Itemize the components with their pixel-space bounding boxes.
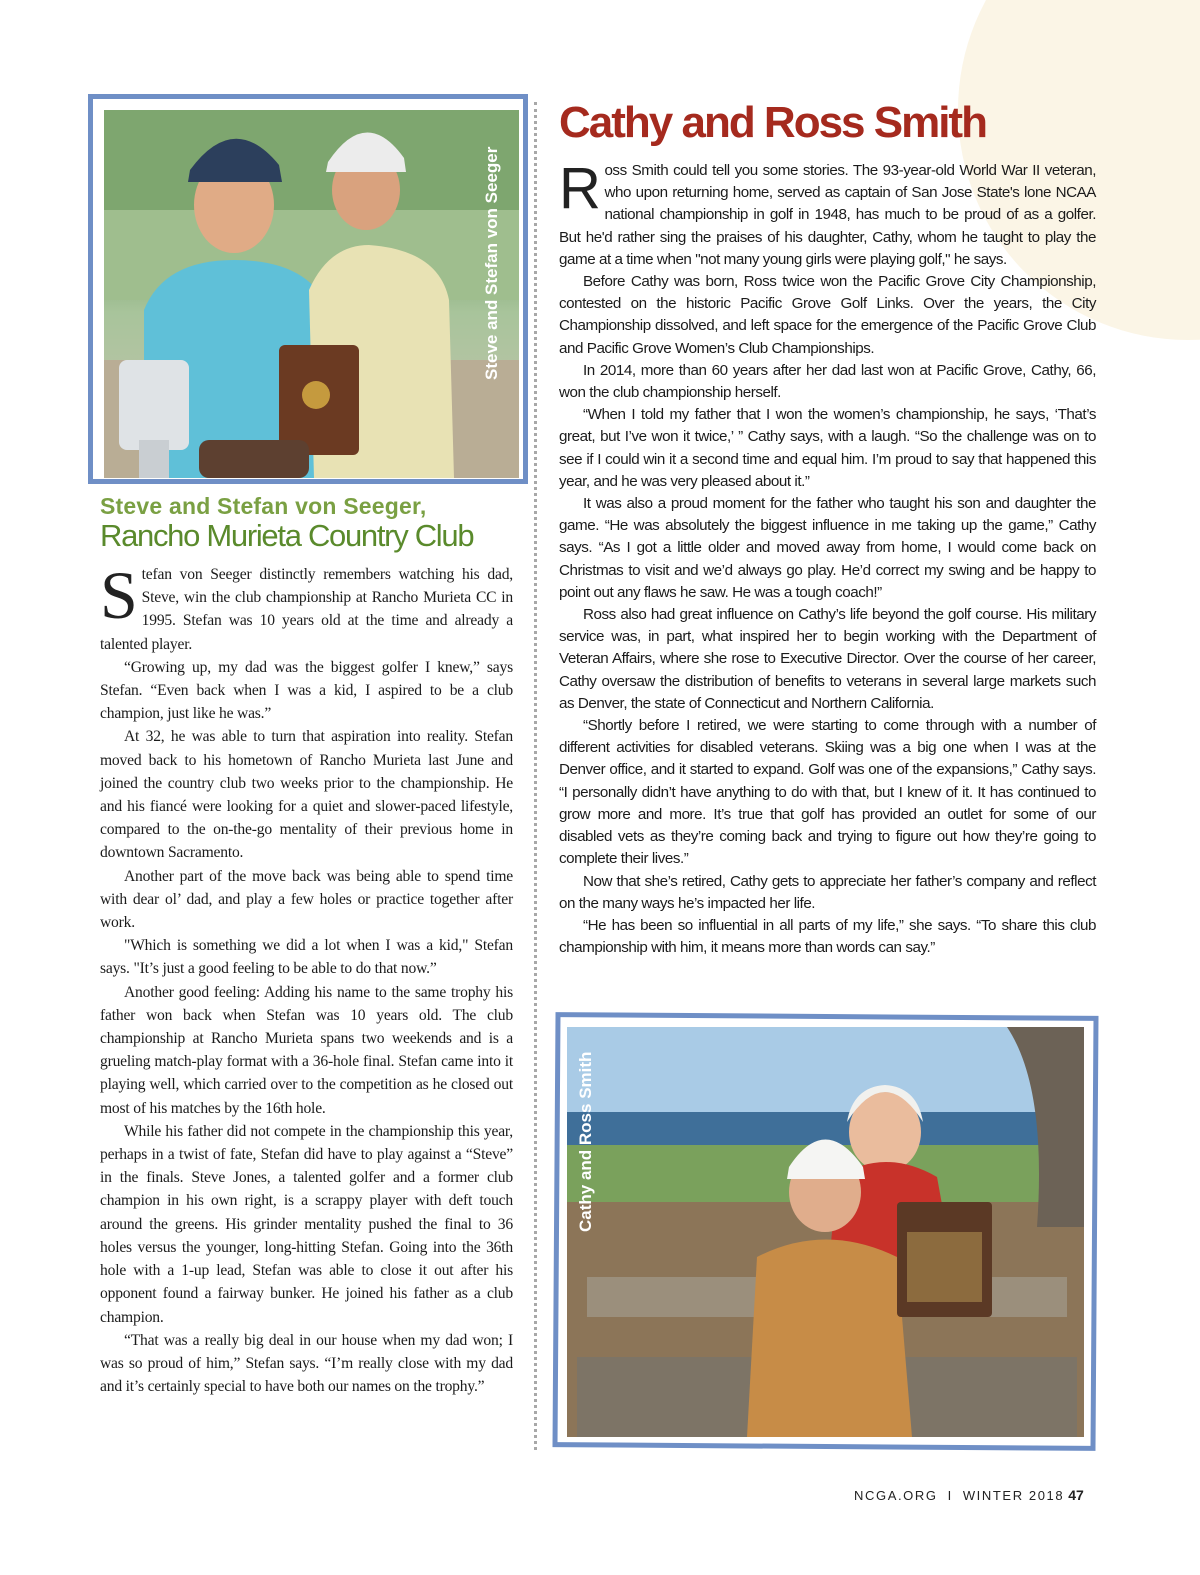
left-paragraph: Another part of the move back was being able to spend time with dear ol’ dad, and play a few holes or practice together after work. bbox=[100, 867, 513, 932]
right-photo-caption bbox=[572, 1032, 602, 1232]
left-paragraph: While his father did not compete in the championship this year, perhaps in a twist of fate, Stefan did have to play against a “Steve” in the finals. Steve Jones, a talented golfer and a former club champion in his own right, is a scrappy player with deft touch around the greens. His grinder mentality pushed the final to 36 holes versus the younger, long-hitting Stefan. Going into the 36th hole with a 1-up lead, Stefan was able to close it out after his opponent found a fairway bunker. He joined his father as a club champion. bbox=[100, 1122, 513, 1326]
left-photo-caption-text: Steve and Stefan von Seeger bbox=[482, 146, 501, 380]
right-paragraph: “He has been so influential in all parts of my life,” she says. “To share this club championship with him, it means more than words can say.” bbox=[559, 916, 1096, 957]
footer-issue: WINTER 2018 bbox=[962, 1488, 1065, 1503]
right-article-body bbox=[559, 156, 1096, 959]
page-footer bbox=[854, 1487, 1130, 1507]
right-photo-caption-text: Cathy and Ross Smith bbox=[576, 1051, 595, 1232]
left-article-heading-club: Rancho Murieta Country Club bbox=[100, 518, 474, 553]
left-paragraph: “That was a really big deal in our house when my dad won; I was so proud of him,” Stefan says. “I’m really close with my dad and it’s certainly special to have both our names on the trophy.” bbox=[100, 1331, 513, 1396]
left-photo-caption bbox=[478, 118, 508, 380]
right-dropcap: R bbox=[559, 156, 601, 221]
left-article-heading-names: Steve and Stefan von Seeger, bbox=[100, 493, 427, 519]
left-paragraph: At 32, he was able to turn that aspiration into reality. Stefan moved back to his hometown of Rancho Murieta last June and joined the country club two weeks prior to the championship. He and his fiancé were looking for a quiet and slower-paced lifestyle, compared to the on-the-go mentality of their previous home in downtown Sacramento. bbox=[100, 728, 513, 862]
left-photo bbox=[104, 110, 519, 478]
right-paragraph: In 2014, more than 60 years after her dad last won at Pacific Grove, Cathy, 66, won the club championship herself. bbox=[559, 361, 1096, 402]
left-dropcap: S bbox=[100, 557, 138, 633]
right-paragraph: “Shortly before I retired, we were starting to come through with a number of different activities for disabled veterans. Skiing was a big one when I was at the Denver office, and it started to expand. Golf was one of the expansions,” Cathy says. “I personally didn’t have anything to do with that, but I knew of it. It has continued to grow more and more. It’s true that golf has provided an outlet for some of our disabled vets as they’re coming back and trying to figure out how they’re going to complete their lives.” bbox=[559, 717, 1096, 868]
right-article-title: Cathy and Ross Smith bbox=[559, 98, 986, 147]
right-paragraph: It was also a proud moment for the father who taught his son and daughter the game. “He was absolutely the biggest influence in me taking up the game,” Cathy says. “As I got a little older and moved away from home, I would come back on Christmas to visit and we’d always go play. He’d correct my swing and be happy to point out any flaws he saw. He was a tough coach!” bbox=[559, 495, 1096, 601]
left-paragraph: "Which is something we did a lot when I was a kid," Stefan says. "It’s just a good feeling to be able to do that now.” bbox=[100, 937, 513, 978]
right-paragraph: Before Cathy was born, Ross twice won the Pacific Grove City Championship, contested on the historic Pacific Grove Golf Links. Over the years, the City Championship dissolved, and left space for the emergence of the Pacific Grove Club and Pacific Grove Women’s Club Championships. bbox=[559, 273, 1096, 357]
right-photo-illustration bbox=[567, 1027, 1084, 1437]
left-photo-illustration bbox=[104, 110, 519, 478]
right-photo bbox=[567, 1027, 1084, 1437]
page-number: 47 bbox=[1068, 1487, 1084, 1503]
left-paragraph: Stefan von Seeger distinctly remembers watching his dad, Steve, win the club championship at Rancho Murieta CC in 1995. Stefan was 10 years old at the time and already a talented player. bbox=[100, 557, 513, 653]
right-paragraph: “When I told my father that I won the women’s championship, he says, ‘That’s great, but I’ve won it twice,’ ” Cathy says, with a laugh. “So the challenge was on to see if I could win it a second time and equal him. I’m proud to say that happened this year, and he was very pleased about it.” bbox=[559, 406, 1096, 490]
left-paragraph: Another good feeling: Adding his name to the same trophy his father won back when Stefan was 10 years old. The club championship at Rancho Murieta spans two weekends and is a grueling match-play format with a 36-hole final. Stefan came into it playing well, which carried over to the competition as he closed out most of his matches by the 16th hole. bbox=[100, 983, 513, 1117]
footer-separator: I bbox=[947, 1488, 953, 1503]
right-paragraph: Ross Smith could tell you some stories. The 93-year-old World War II veteran, who upon returning home, served as captain of San Jose State's lone NCAA national championship in golf in 1948, has much to be proud of as a golfer. But he'd rather sing the praises of his daughter, Cathy, whom he taught to play the game at a time when "not many young girls were playing golf," he says. bbox=[559, 156, 1096, 268]
footer-site: NCGA.ORG bbox=[854, 1488, 938, 1503]
right-paragraph: Ross also had great influence on Cathy’s life beyond the golf course. His military service was, in part, what inspired her to begin working with the Department of Veteran Affairs, where she rose to Executive Director. Over the course of her career, Cathy oversaw the distribution of benefits to veterans in several large markets such as Denver, the state of Connecticut and Northern California. bbox=[559, 606, 1096, 712]
right-paragraph: Now that she’s retired, Cathy gets to appreciate her father’s company and reflect on the many ways he’s impacted her life. bbox=[559, 872, 1096, 912]
left-paragraph: “Growing up, my dad was the biggest golfer I knew,” says Stefan. “Even back when I was a kid, I aspired to be a club champion, just like he was.” bbox=[100, 658, 513, 723]
left-article-body bbox=[100, 557, 513, 1398]
column-divider bbox=[534, 102, 537, 1450]
